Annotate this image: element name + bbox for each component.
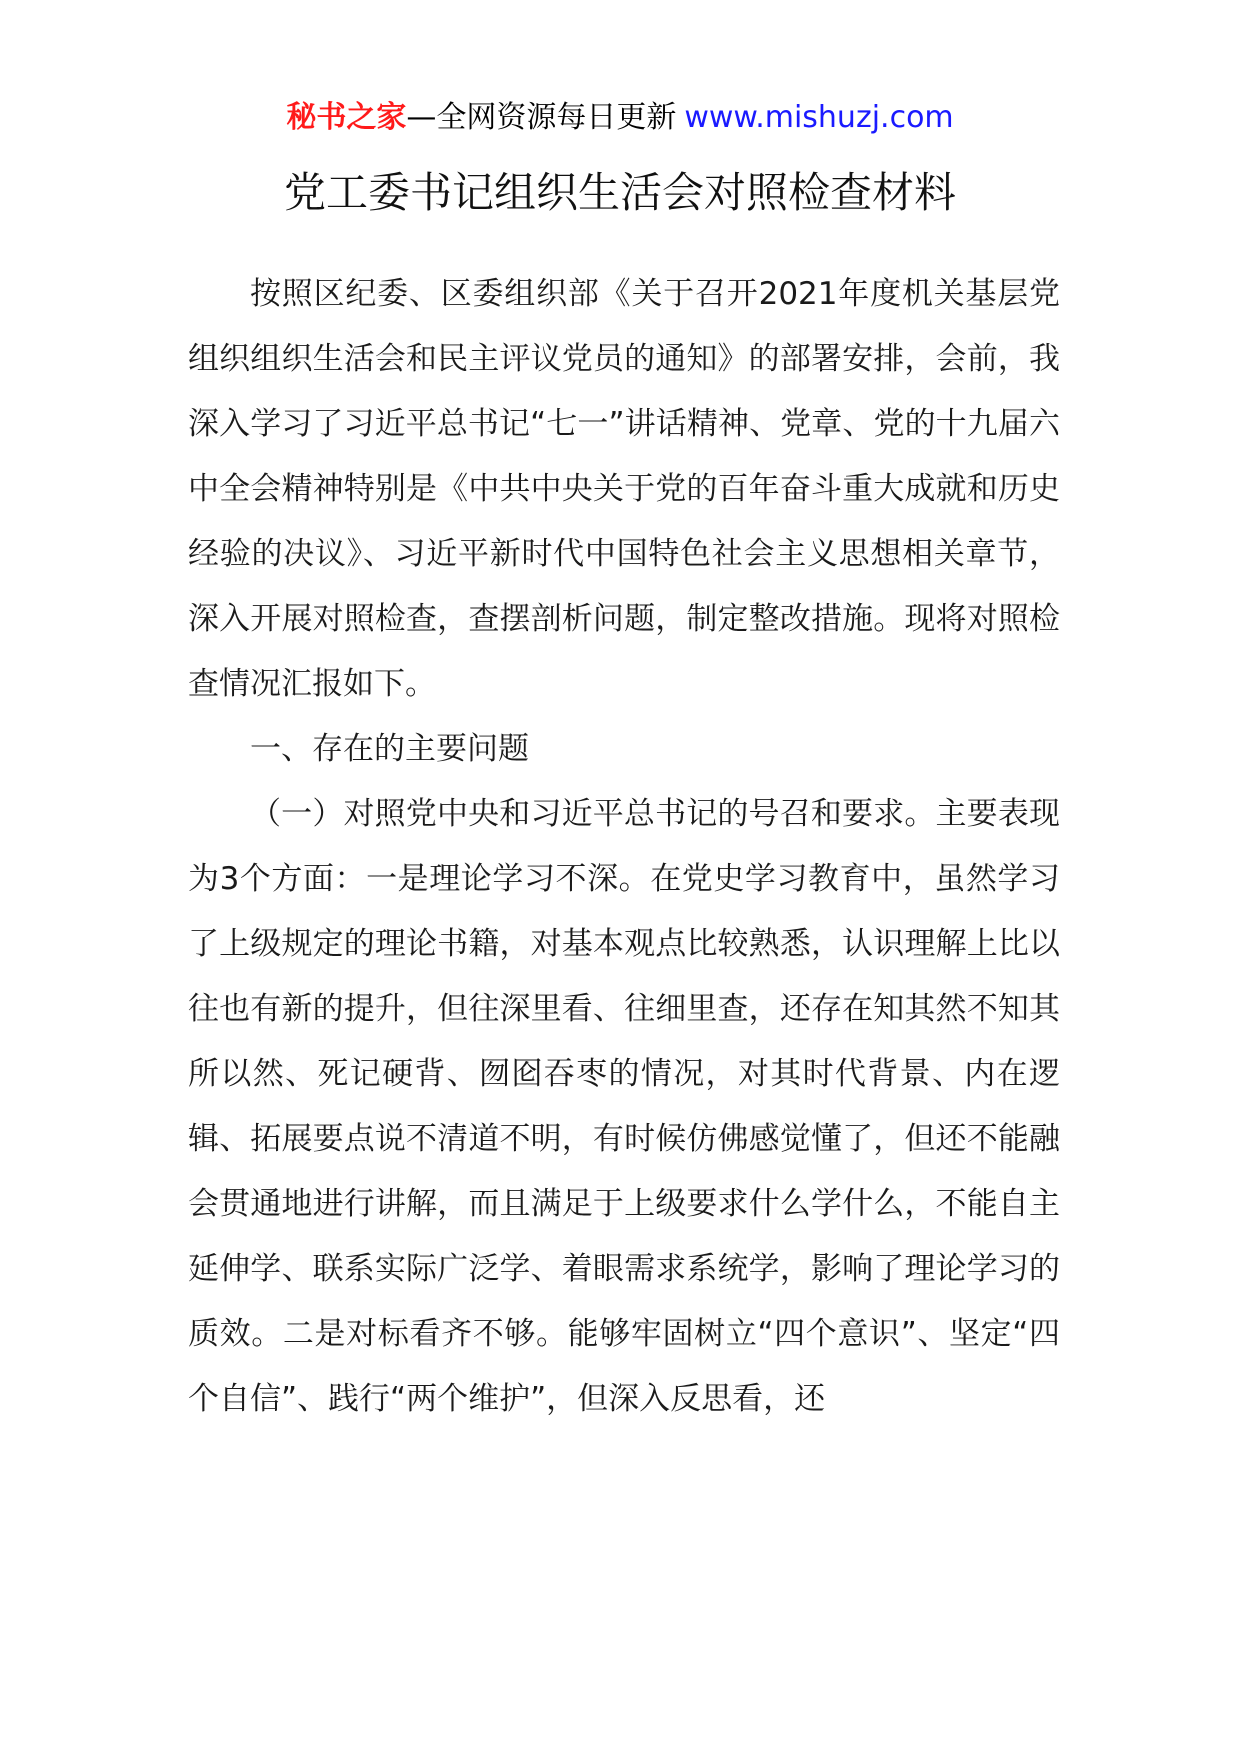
document-body: [188, 262, 1060, 1432]
document-title: 党工委书记组织生活会对照检查材料: [283, 168, 956, 217]
section-heading: 一、存在的主要问题: [250, 731, 529, 767]
site-header: [0, 98, 1240, 138]
brand-name: 秘书之家: [286, 100, 407, 135]
brand-slogan: —全网资源每日更新: [406, 100, 677, 135]
site-url-link[interactable]: www.mishuzj.com: [684, 100, 954, 135]
intro-paragraph: 按照区纪委、区委组织部《关于召开2021年度机关基层党组织组织生活会和民主评议党员的通知》的部署安排，会前，我深入学习了习近平总书记“七一”讲话精神、党章、党的十九届六中全会精神特别是《中共中央关于党的百年奋斗重大成就和历史经验的决议》、习近平新时代中国特色社会主义思想相关章节，深入开展对照检查，查摆剖析问题，制定整改措施。现将对照检查情况汇报如下。: [188, 276, 1060, 702]
problem-paragraph: （一）对照党中央和习近平总书记的号召和要求。主要表现为3个方面：一是理论学习不深。在党史学习教育中，虽然学习了上级规定的理论书籍，对基本观点比较熟悉，认识理解上比以往也有新的提升，但往深里看、往细里查，还存在知其然不知其所以然、死记硬背、囫囵吞枣的情况，对其时代背景、内在逻辑、拓展要点说不清道不明，有时候仿佛感觉懂了，但还不能融会贯通地进行讲解，而且满足于上级要求什么学什么，不能自主延伸学、联系实际广泛学、着眼需求系统学，影响了理论学习的质效。二是对标看齐不够。能够牢固树立“四个意识”、坚定“四个自信”、践行“两个维护”，但深入反思看，还: [188, 796, 1060, 1417]
